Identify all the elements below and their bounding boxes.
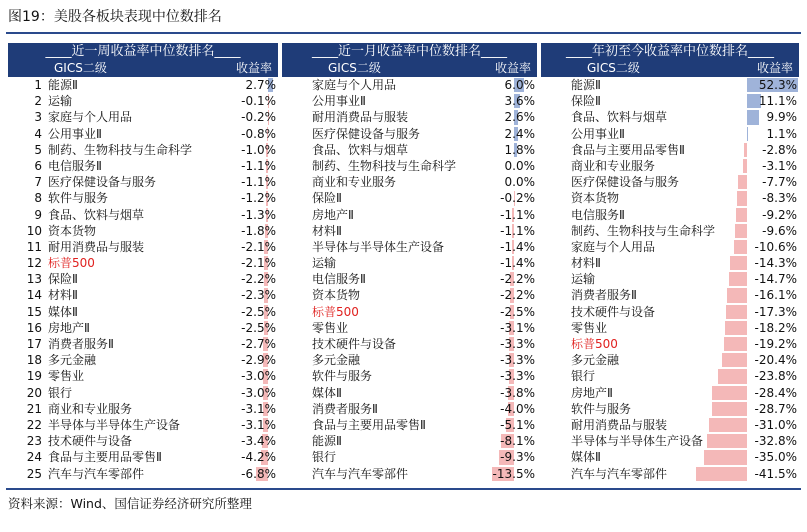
table-row [8, 336, 278, 352]
row-sector-name: 运输 [48, 94, 73, 109]
value-bar [712, 386, 747, 400]
row-sector-name: 媒体Ⅱ [312, 385, 342, 400]
row-sector-name: 电信服务Ⅱ [48, 158, 102, 173]
row-sector-name: 医疗保健设备与服务 [48, 175, 157, 190]
table-row [282, 466, 537, 482]
row-rank: 9 [34, 207, 42, 222]
row-sector-name: 汽车与汽车零部件 [48, 466, 145, 481]
panel-ytd [541, 43, 799, 482]
row-sector-name: 零售业 [48, 369, 85, 384]
row-value: -16.1% [754, 288, 797, 303]
table-row [541, 93, 799, 109]
value-bar [709, 418, 747, 432]
row-sector-name: 食品与主要用品零售Ⅱ [571, 142, 685, 157]
panel-rows [8, 77, 278, 482]
row-sector-name: 标普500 [312, 304, 359, 319]
value-bar [726, 305, 747, 319]
table-row [8, 255, 278, 271]
row-value: 6.0% [504, 78, 535, 92]
row-value: -19.2% [754, 337, 797, 351]
table-row [541, 368, 799, 384]
value-bar [727, 288, 747, 302]
row-sector-name: 技术硬件与设备 [312, 337, 397, 351]
value-bar [724, 337, 747, 351]
row-value: -3.3% [500, 353, 535, 368]
value-bar [735, 224, 747, 238]
row-sector-name: 公用事业Ⅱ [48, 126, 102, 141]
table-row [282, 287, 537, 303]
row-sector-name: 媒体Ⅱ [571, 450, 601, 465]
value-bar [747, 127, 748, 141]
table-row [541, 320, 799, 336]
row-sector-name: 房地产Ⅱ [48, 320, 90, 335]
value-bar [747, 110, 759, 124]
row-sector-name: 商业和专业服务 [571, 158, 656, 173]
source-note: 资料来源：Wind、国信证券经济研究所整理 [8, 496, 252, 511]
row-value: -3.4% [241, 434, 276, 449]
row-value: -35.0% [754, 450, 797, 465]
table-row [282, 449, 537, 465]
value-bar [737, 191, 747, 205]
row-value: -2.7% [241, 337, 276, 351]
panel-header [541, 43, 799, 77]
col-value-header: 收益率 [494, 61, 531, 75]
row-sector-name: 多元金融 [48, 353, 97, 368]
row-rank: 19 [26, 369, 42, 384]
row-value: -2.3% [241, 288, 276, 303]
row-sector-name: 技术硬件与设备 [48, 434, 133, 449]
table-row [8, 158, 278, 174]
row-rank: 3 [34, 110, 42, 125]
table-row [541, 109, 799, 125]
panel-title: ____近一月收益率中位数排名____ [311, 44, 507, 59]
value-bar [744, 143, 747, 157]
table-row [8, 223, 278, 239]
row-sector-name: 运输 [312, 256, 337, 271]
value-bar [743, 159, 747, 173]
row-value: -20.4% [754, 353, 797, 368]
table-row [282, 271, 537, 287]
row-rank: 1 [34, 78, 42, 92]
row-sector-name: 资本货物 [312, 288, 361, 303]
row-sector-name: 资本货物 [48, 223, 97, 238]
value-bar [736, 208, 747, 222]
table-row [541, 158, 799, 174]
row-value: -1.1% [500, 223, 535, 238]
table-row [282, 255, 537, 271]
row-value: -2.2% [500, 272, 535, 287]
row-value: 11.1% [758, 94, 797, 109]
row-value: -1.2% [241, 191, 276, 206]
col-name-header: GICS二级 [54, 61, 107, 75]
row-value: -14.3% [754, 256, 797, 271]
table-row [541, 223, 799, 239]
row-rank: 12 [26, 256, 42, 271]
row-value: -3.1% [762, 158, 797, 173]
row-sector-name: 保险Ⅱ [312, 191, 342, 206]
table-row [8, 287, 278, 303]
table-row [8, 239, 278, 255]
col-value-header: 收益率 [756, 61, 793, 75]
table-row [8, 77, 278, 93]
row-sector-name: 银行 [312, 450, 337, 465]
row-value: -1.3% [241, 207, 276, 222]
value-bar [738, 175, 747, 189]
row-sector-name: 消费者服务Ⅱ [48, 337, 114, 351]
table-row [541, 304, 799, 320]
table-row [541, 336, 799, 352]
row-value: -8.3% [762, 191, 797, 206]
table-row [8, 449, 278, 465]
table-row [8, 271, 278, 287]
row-value: -17.3% [754, 304, 797, 319]
row-value: -32.8% [754, 434, 797, 449]
row-value: -13.5% [492, 466, 535, 481]
row-sector-name: 标普500 [571, 337, 618, 351]
row-value: -1.1% [241, 175, 276, 190]
row-sector-name: 制药、生物科技与生命科学 [571, 223, 716, 238]
row-sector-name: 耐用消费品与服装 [312, 110, 409, 125]
row-value: -9.3% [500, 450, 535, 465]
row-sector-name: 医疗保健设备与服务 [312, 126, 421, 141]
table-row [8, 93, 278, 109]
panel-title: ____近一周收益率中位数排名____ [45, 44, 241, 59]
table-row [282, 336, 537, 352]
value-bar [696, 467, 747, 481]
row-sector-name: 消费者服务Ⅱ [571, 288, 637, 303]
table-row [282, 433, 537, 449]
row-sector-name: 电信服务Ⅱ [312, 272, 366, 287]
row-value: -6.8% [241, 466, 276, 481]
row-value: 2.4% [504, 126, 535, 141]
row-value: -3.0% [241, 385, 276, 400]
table-row [8, 368, 278, 384]
figure-title: 图19：美股各板块表现中位数排名 [8, 9, 222, 25]
table-row [541, 449, 799, 465]
table-row [541, 466, 799, 482]
row-sector-name: 多元金融 [571, 353, 620, 368]
row-rank: 22 [26, 417, 42, 432]
row-sector-name: 资本货物 [571, 191, 620, 206]
panel-title: ____年初至今收益率中位数排名____ [565, 44, 774, 59]
row-rank: 23 [26, 434, 42, 449]
table-row [541, 190, 799, 206]
row-sector-name: 运输 [571, 272, 596, 287]
row-rank: 14 [26, 288, 42, 303]
panel-header [8, 43, 278, 77]
row-sector-name: 多元金融 [312, 353, 361, 368]
row-value: -0.2% [241, 110, 276, 125]
table-row [282, 352, 537, 368]
row-value: 2.7% [245, 78, 276, 92]
row-sector-name: 材料Ⅱ [571, 256, 601, 271]
table-row [282, 77, 537, 93]
value-bar [718, 369, 747, 383]
panel-month [282, 43, 537, 482]
row-value: -2.5% [500, 304, 535, 319]
row-value: 3.6% [504, 94, 535, 109]
row-sector-name: 食品、饮料与烟草 [312, 142, 409, 157]
row-value: -1.1% [241, 158, 276, 173]
row-value: -3.8% [500, 385, 535, 400]
row-rank: 21 [26, 401, 42, 416]
value-bar [707, 434, 747, 448]
row-value: -3.1% [241, 401, 276, 416]
row-sector-name: 零售业 [312, 320, 349, 335]
table-row [8, 401, 278, 417]
row-rank: 16 [26, 320, 42, 335]
row-value: 0.0% [504, 158, 535, 173]
table-row [541, 239, 799, 255]
table-row [8, 304, 278, 320]
row-sector-name: 房地产Ⅱ [312, 207, 354, 222]
row-value: -4.2% [241, 450, 276, 465]
row-rank: 5 [34, 142, 42, 157]
row-sector-name: 家庭与个人用品 [312, 78, 397, 92]
table-row [282, 320, 537, 336]
table-row [282, 190, 537, 206]
table-row [282, 417, 537, 433]
row-sector-name: 消费者服务Ⅱ [312, 401, 378, 416]
table-row [282, 239, 537, 255]
row-value: -3.3% [500, 369, 535, 384]
row-sector-name: 电信服务Ⅱ [571, 207, 625, 222]
row-rank: 25 [26, 466, 42, 481]
value-bar [704, 450, 747, 464]
table-row [282, 368, 537, 384]
row-sector-name: 银行 [571, 369, 596, 384]
row-sector-name: 半导体与半导体生产设备 [571, 434, 704, 449]
row-value: -7.7% [762, 175, 797, 190]
table-row [282, 174, 537, 190]
row-value: -3.3% [500, 337, 535, 351]
row-value: 2.6% [504, 110, 535, 125]
row-value: -10.6% [754, 239, 797, 254]
table-row [282, 158, 537, 174]
table-row [541, 126, 799, 142]
row-rank: 15 [26, 304, 42, 319]
table-row [8, 142, 278, 158]
row-sector-name: 商业和专业服务 [312, 175, 397, 190]
col-name-header: GICS二级 [328, 61, 381, 75]
table-row [282, 223, 537, 239]
row-sector-name: 能源Ⅱ [48, 78, 78, 92]
table-row [541, 287, 799, 303]
row-value: -1.0% [241, 142, 276, 157]
row-sector-name: 保险Ⅱ [571, 94, 601, 109]
row-sector-name: 半导体与半导体生产设备 [48, 417, 181, 432]
row-rank: 8 [34, 191, 42, 206]
row-value: 1.1% [766, 126, 797, 141]
table-row [8, 385, 278, 401]
row-value: -9.2% [762, 207, 797, 222]
row-value: -2.2% [241, 272, 276, 287]
row-rank: 10 [26, 223, 42, 238]
row-value: -2.5% [241, 304, 276, 319]
row-sector-name: 家庭与个人用品 [571, 239, 656, 254]
value-bar [729, 272, 747, 286]
row-value: -2.1% [241, 256, 276, 271]
value-bar [722, 353, 747, 367]
row-sector-name: 能源Ⅱ [312, 434, 342, 449]
row-rank: 7 [34, 175, 42, 190]
bottom-rule [6, 488, 801, 490]
row-value: -0.8% [241, 126, 276, 141]
table-row [541, 385, 799, 401]
row-rank: 17 [26, 337, 42, 351]
table-row [541, 401, 799, 417]
panel-rows [541, 77, 799, 482]
row-rank: 4 [34, 126, 42, 141]
table-row [541, 433, 799, 449]
row-sector-name: 材料Ⅱ [48, 288, 78, 303]
row-sector-name: 保险Ⅱ [48, 272, 78, 287]
panel-week [8, 43, 278, 482]
row-value: -3.0% [241, 369, 276, 384]
row-value: -28.7% [754, 401, 797, 416]
row-sector-name: 制药、生物科技与生命科学 [48, 142, 193, 157]
row-value: -28.4% [754, 385, 797, 400]
table-row [8, 174, 278, 190]
row-rank: 24 [26, 450, 42, 465]
table-row [282, 401, 537, 417]
value-bar [725, 321, 747, 335]
table-row [282, 93, 537, 109]
row-sector-name: 能源Ⅱ [571, 78, 601, 92]
row-value: 9.9% [766, 110, 797, 125]
row-rank: 11 [26, 239, 42, 254]
value-bar [730, 256, 747, 270]
row-value: -2.9% [241, 353, 276, 368]
row-value: -41.5% [754, 466, 797, 481]
table-row [541, 255, 799, 271]
row-sector-name: 材料Ⅱ [312, 223, 342, 238]
row-sector-name: 房地产Ⅱ [571, 385, 613, 400]
row-value: -18.2% [754, 320, 797, 335]
row-sector-name: 耐用消费品与服装 [48, 239, 145, 254]
row-rank: 2 [34, 94, 42, 109]
row-value: 0.0% [504, 175, 535, 190]
row-value: -2.1% [241, 239, 276, 254]
table-row [282, 207, 537, 223]
row-sector-name: 技术硬件与设备 [571, 304, 656, 319]
row-value: -1.1% [500, 207, 535, 222]
row-sector-name: 银行 [48, 385, 73, 400]
row-value: -9.6% [762, 223, 797, 238]
row-value: -14.7% [754, 272, 797, 287]
row-sector-name: 半导体与半导体生产设备 [312, 239, 445, 254]
row-value: -0.1% [241, 94, 276, 109]
row-value: -1.8% [241, 223, 276, 238]
row-value: -5.1% [500, 417, 535, 432]
table-row [541, 352, 799, 368]
col-name-header: GICS二级 [587, 61, 640, 75]
table-row [282, 109, 537, 125]
table-row [282, 385, 537, 401]
table-row [8, 352, 278, 368]
row-value: -8.1% [500, 434, 535, 449]
row-sector-name: 耐用消费品与服装 [571, 417, 668, 432]
row-value: 1.8% [504, 142, 535, 157]
table-row [282, 304, 537, 320]
row-sector-name: 汽车与汽车零部件 [571, 466, 668, 481]
row-rank: 13 [26, 272, 42, 287]
table-row [541, 142, 799, 158]
table-row [541, 174, 799, 190]
col-value-header: 收益率 [235, 61, 272, 75]
row-sector-name: 商业和专业服务 [48, 401, 133, 416]
row-sector-name: 制药、生物科技与生命科学 [312, 158, 457, 173]
row-sector-name: 食品、饮料与烟草 [571, 110, 668, 125]
table-row [541, 271, 799, 287]
row-value: -0.2% [500, 191, 535, 206]
value-bar [712, 402, 747, 416]
row-sector-name: 公用事业Ⅱ [312, 94, 366, 109]
table-row [8, 109, 278, 125]
top-rule [6, 32, 801, 34]
row-sector-name: 家庭与个人用品 [48, 110, 133, 125]
row-rank: 6 [34, 158, 42, 173]
table-row [8, 466, 278, 482]
row-sector-name: 媒体Ⅱ [48, 304, 78, 319]
row-value: -2.2% [500, 288, 535, 303]
row-sector-name: 汽车与汽车零部件 [312, 466, 409, 481]
row-sector-name: 软件与服务 [571, 401, 632, 416]
row-sector-name: 食品与主要用品零售Ⅱ [48, 450, 162, 465]
row-sector-name: 标普500 [48, 256, 95, 271]
row-value: -3.1% [241, 417, 276, 432]
table-row [8, 126, 278, 142]
row-value: -1.4% [500, 256, 535, 271]
table-row [541, 417, 799, 433]
row-sector-name: 食品、饮料与烟草 [48, 207, 145, 222]
row-sector-name: 零售业 [571, 320, 608, 335]
row-value: -1.4% [500, 239, 535, 254]
row-value: 52.3% [758, 78, 797, 92]
table-row [541, 77, 799, 93]
table-row [541, 207, 799, 223]
panel-rows [282, 77, 537, 482]
row-value: -3.1% [500, 320, 535, 335]
table-row [282, 126, 537, 142]
panel-header [282, 43, 537, 77]
table-row [8, 320, 278, 336]
table-row [282, 142, 537, 158]
table-row [8, 190, 278, 206]
row-sector-name: 医疗保健设备与服务 [571, 175, 680, 190]
row-value: -23.8% [754, 369, 797, 384]
row-value: -2.8% [762, 142, 797, 157]
row-sector-name: 软件与服务 [48, 191, 109, 206]
value-bar [734, 240, 747, 254]
table-row [8, 417, 278, 433]
table-row [8, 433, 278, 449]
row-rank: 18 [26, 353, 42, 368]
row-value: -4.0% [500, 401, 535, 416]
row-rank: 20 [26, 385, 42, 400]
row-sector-name: 软件与服务 [312, 369, 373, 384]
table-row [8, 207, 278, 223]
row-value: -2.5% [241, 320, 276, 335]
row-sector-name: 食品与主要用品零售Ⅱ [312, 417, 426, 432]
row-value: -31.0% [754, 417, 797, 432]
row-sector-name: 公用事业Ⅱ [571, 126, 625, 141]
